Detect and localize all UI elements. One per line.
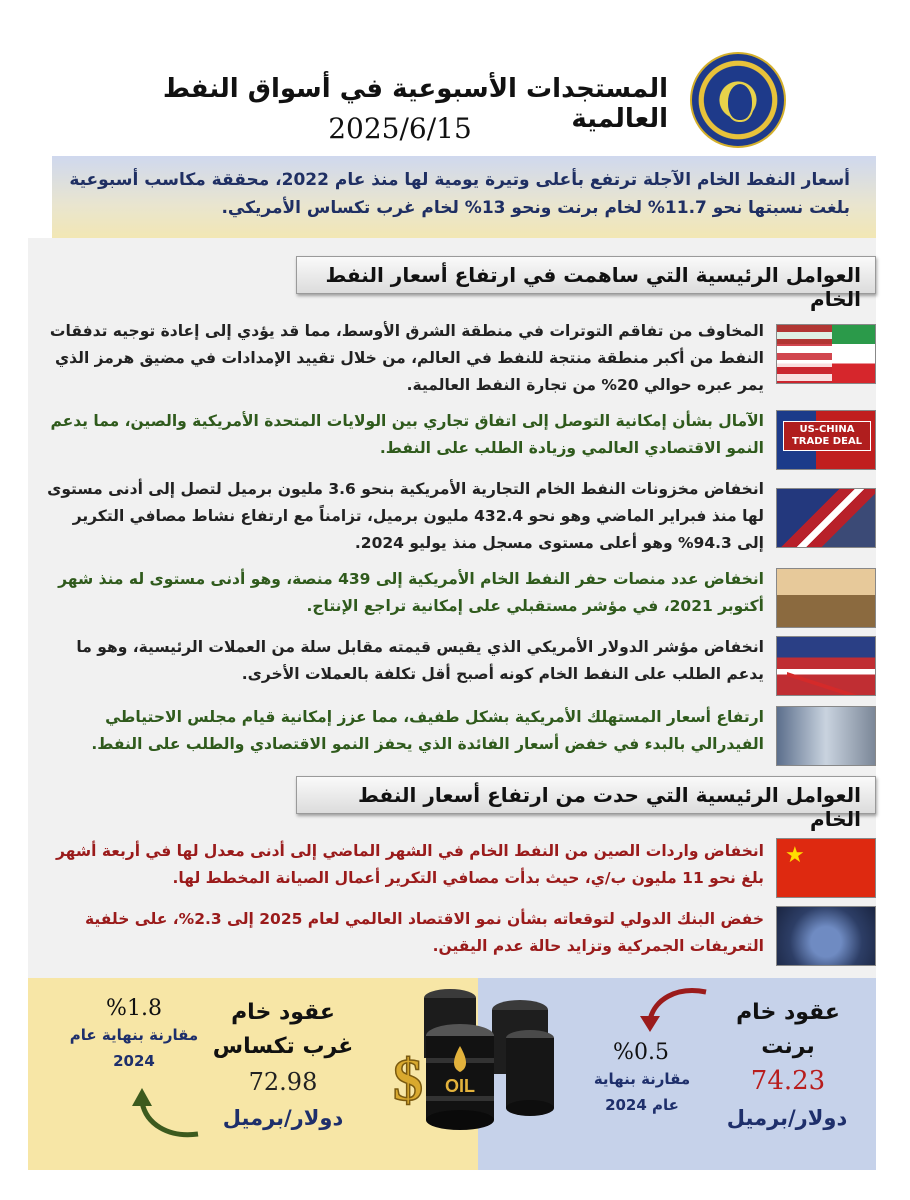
summary-banner xyxy=(52,156,876,238)
factor-text: المخاوف من تفاقم التوترات في منطقة الشرق الأوسط، مما قد يؤدي إلى إعادة توجيه تدفقات النفط من أكبر منطقة منتجة للنفط في العالم، من خلال تقييد الإمدادات في مضيق هرمز الذي يمر عبره حوالي 20% من تجارة النفط العالمية. xyxy=(49,322,764,394)
dollar-decline-image xyxy=(776,636,876,696)
factor-item xyxy=(34,838,876,898)
brent-title: عقود خام برنت xyxy=(736,1000,840,1059)
section-title-down: العوامل الرئيسية التي حدت من ارتفاع أسعار النفط الخام xyxy=(296,776,876,814)
page-title: المستجدات الأسبوعية في أسواق النفط العالمية xyxy=(162,74,668,134)
brent-comparison: مقارنة بنهاية عام 2024 xyxy=(593,1070,691,1114)
us-oil-barrels-image xyxy=(776,488,876,548)
up-arrow-icon xyxy=(128,1080,208,1140)
brent-price: 74.23 xyxy=(750,1066,826,1096)
factor-text: انخفاض مؤشر الدولار الأمريكي الذي يقيس قيمته مقابل سلة من العملات الرئيسية، وهو ما يدعم الطلب على النفط الخام كونه أصبح أقل تكلفة بالعملات الأخرى. xyxy=(76,638,764,683)
factor-item xyxy=(34,906,876,966)
page-date: 2025/6/15 xyxy=(328,112,472,145)
factor-item xyxy=(34,476,876,558)
brent-unit: دولار/برميل xyxy=(726,1106,848,1130)
federal-reserve-image xyxy=(776,706,876,766)
down-arrow-icon xyxy=(636,986,716,1036)
wti-change: %1.8 xyxy=(106,996,162,1021)
factor-text: انخفاض مخزونات النفط الخام التجارية الأمريكية بنحو 3.6 مليون برميل لتصل إلى أدنى مستوى لها منذ فبراير الماضي وهو نحو 432.4 مليون برميل، تزامناً مع ارتفاع نشاط مصافي التكرير إلى 94.3% وهو أعلى مستوى مسجل منذ يوليو 2024. xyxy=(47,480,764,552)
factor-item xyxy=(34,634,876,694)
wti-title: عقود خام غرب تكساس xyxy=(212,1000,354,1059)
us-iran-flags-image xyxy=(776,324,876,384)
oil-barrels-icon xyxy=(380,980,580,1130)
factor-text: الآمال بشأن إمكانية التوصل إلى اتفاق تجاري بين الولايات المتحدة الأمريكية والصين، مما يدعم النمو الاقتصادي العالمي وزيادة الطلب على النفط. xyxy=(50,412,764,457)
world-bank-image xyxy=(776,906,876,966)
factor-text: خفض البنك الدولي لتوقعاته بشأن نمو الاقتصاد العالمي لعام 2025 إلى 2.3%، على خلفية التعريفات الجمركية وتزايد حالة عدم اليقين. xyxy=(84,910,764,955)
wti-unit: دولار/برميل xyxy=(222,1106,344,1130)
trade-deal-caption: US-CHINA TRADE DEAL xyxy=(783,421,871,451)
barrel-oil-label: OIL xyxy=(445,1076,475,1096)
factor-text: انخفاض واردات الصين من النفط الخام في الشهر الماضي إلى أدنى معدل لها في أربعة أشهر بلغ نحو 11 مليون ب/ي، حيث بدأت مصافي التكرير أعمال الصيانة المخطط لها. xyxy=(56,842,764,887)
china-flag-image xyxy=(776,838,876,898)
oil-rigs-image xyxy=(776,568,876,628)
wti-price: 72.98 xyxy=(248,1068,318,1096)
factor-item xyxy=(34,318,876,398)
factor-item xyxy=(34,704,876,764)
factor-text: ارتفاع أسعار المستهلك الأمريكية بشكل طفيف، مما عزز إمكانية قيام مجلس الاحتياطي الفيدرالي بالبدء في خفض أسعار الفائدة الذي يحفز النمو الاقتصادي والطلب على النفط. xyxy=(91,708,764,753)
wti-comparison: مقارنة بنهاية عام 2024 xyxy=(69,1026,199,1070)
oapec-logo-icon xyxy=(690,52,786,148)
header xyxy=(0,0,910,160)
section-title-up: العوامل الرئيسية التي ساهمت في ارتفاع أسعار النفط الخام xyxy=(296,256,876,294)
us-china-trade-deal-image xyxy=(776,410,876,470)
brent-change: %0.5 xyxy=(613,1040,669,1065)
factor-item xyxy=(34,408,876,468)
summary-text: أسعار النفط الخام الآجلة ترتفع بأعلى وتيرة يومية لها منذ عام 2022، محققة مكاسب أسبوعية بلغت نسبتها نحو 11.7% لخام برنت ونحو 13% لخام غرب تكساس الأمريكي. xyxy=(69,170,850,218)
dollar-sign-icon: $ xyxy=(393,1047,423,1113)
factor-item xyxy=(34,566,876,626)
factor-text: انخفاض عدد منصات حفر النفط الخام الأمريكية إلى 439 منصة، وهو أدنى مستوى له منذ شهر أكتوبر 2021، في مؤشر مستقبلي على إمكانية تراجع الإنتاج. xyxy=(58,570,764,615)
